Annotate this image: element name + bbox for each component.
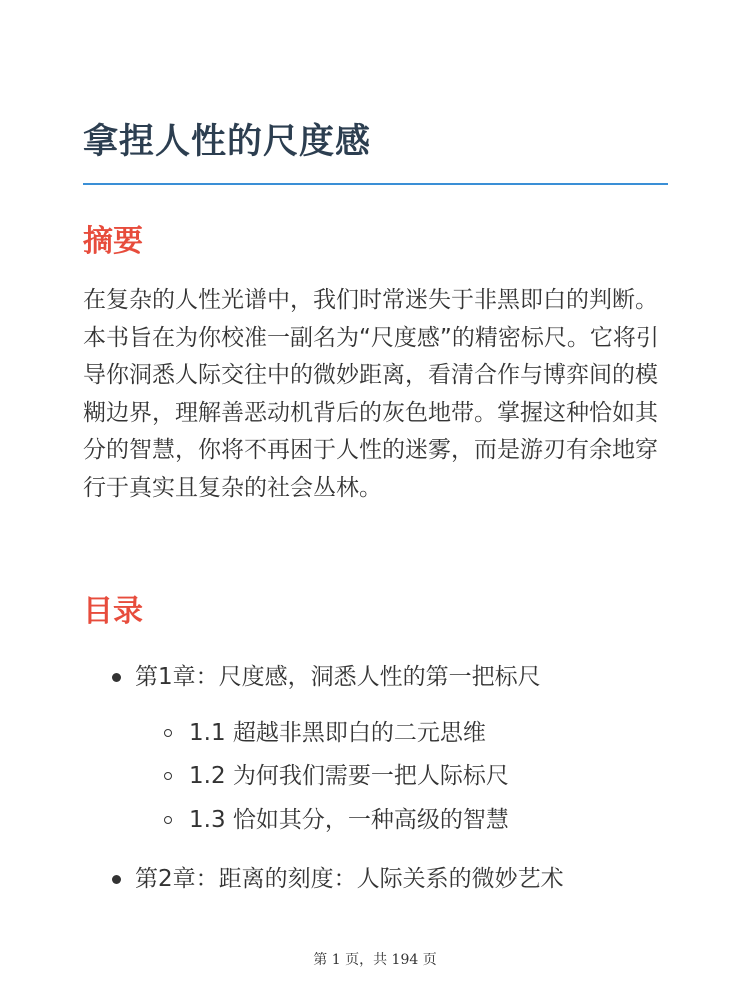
toc-heading: 目录 bbox=[83, 594, 143, 629]
toc-section-1-2[interactable]: 1.2 为何我们需要一把人际标尺 bbox=[189, 763, 509, 789]
bullet-circle-icon bbox=[164, 816, 172, 824]
page-number-footer: 第 1 页，共 194 页 bbox=[313, 952, 437, 968]
toc-chapter-2[interactable]: 第2章：距离的刻度：人际关系的微妙艺术 bbox=[135, 866, 564, 892]
bullet-disc-icon bbox=[112, 875, 121, 884]
abstract-heading: 摘要 bbox=[83, 224, 143, 259]
abstract-text: 在复杂的人性光谱中，我们时常迷失于非黑即白的判断。本书旨在为你校准一副名为“尺度感”的精密标尺。它将引导你洞悉人际交往中的微妙距离，看清合作与博弈间的模糊边界，理解善恶动机背后的灰色地带。掌握这种恰如其分的智慧，你将不再困于人性的迷雾，而是游刃有余地穿行于真实且复杂的社会丛林。 bbox=[83, 287, 659, 501]
bullet-disc-icon bbox=[112, 673, 121, 682]
document-title: 拿捏人性的尺度感 bbox=[83, 122, 372, 162]
bullet-circle-icon bbox=[164, 729, 172, 737]
title-divider bbox=[83, 183, 668, 185]
toc-section-1-3[interactable]: 1.3 恰如其分，一种高级的智慧 bbox=[189, 807, 509, 833]
bullet-circle-icon bbox=[164, 772, 172, 780]
toc-chapter-1[interactable]: 第1章：尺度感，洞悉人性的第一把标尺 bbox=[135, 664, 541, 690]
toc-section-1-1[interactable]: 1.1 超越非黑即白的二元思维 bbox=[189, 720, 486, 746]
